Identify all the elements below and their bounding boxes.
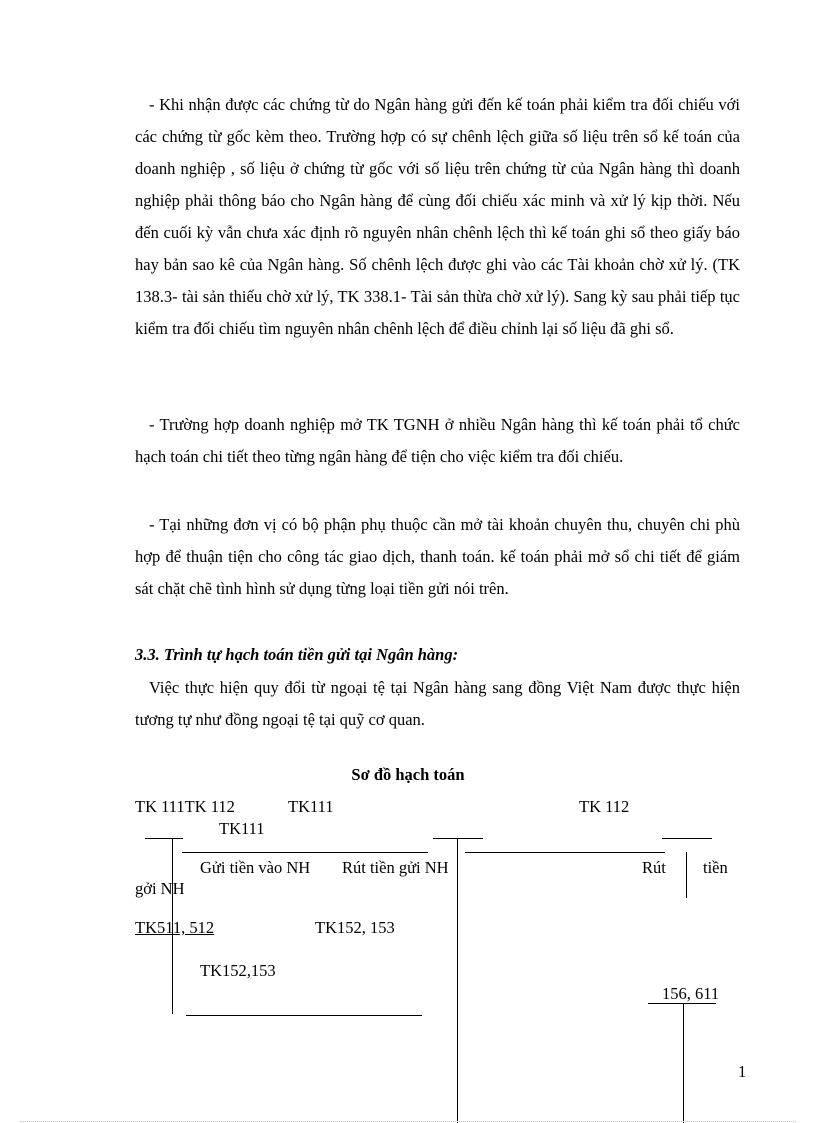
paragraph-reconciliation: - Khi nhận được các chứng từ do Ngân hàng gửi đến kế toán phải kiểm tra đối chiếu với các chứng từ gốc kèm theo. Trường hợp có sự chênh lệch giữa số liệu trên sổ kế toán của doanh nghiệp , số liệu ở chứng từ gốc với số liệu trên chứng từ của Ngân hàng thì doanh nghiệp phải thông báo cho Ngân hàng để cùng đối chiếu xác minh và xử lý kịp thời. Nếu đến cuối kỳ vẫn chưa xác định rõ nguyên nhân chênh lệch thì kế toán ghi sổ theo giấy báo hay bản sao kê của Ngân hàng. Số chênh lệch được ghi vào các Tài khoản chờ xử lý. (TK 138.3- tài sản thiếu chờ xử lý, TK 338.1- Tài sản thừa chờ xử lý). Sang kỳ sau phải tiếp tục kiểm tra đối chiếu tìm nguyên nhân chênh lệch để điều chỉnh lại số liệu đã ghi sổ. [135, 95, 740, 338]
t-account-line [662, 838, 712, 839]
t-account-line [433, 838, 483, 839]
label-tk111-b: TK111 [219, 819, 265, 838]
t-account-line [648, 1003, 716, 1004]
arrow-line-deposit [182, 852, 428, 853]
t-account-vertical [686, 852, 687, 898]
paragraph-sub-accounts: - Tại những đơn vị có bộ phận phụ thuộc cần mở tài khoản chuyên thu, chuyên chi phù hợp để thuận tiện cho công tác giao dịch, thanh toán. kế toán phải mở sổ chi tiết để giám sát chặt chẽ tình hình sử dụng từng loại tiền gửi nói trên. [135, 515, 740, 598]
page-number: 1 [738, 1062, 747, 1081]
label-tk156-611: 156, 611 [662, 984, 720, 1003]
label-rut-right: Rút [642, 858, 666, 877]
t-account-vertical [457, 838, 458, 1123]
arrow-line-withdraw [465, 852, 665, 853]
t-account-vertical [683, 1003, 684, 1123]
diagram-title: Sơ đồ hạch toán [351, 765, 465, 784]
label-tk511-512: TK511, 512 [135, 918, 215, 937]
label-tk152-153-a: TK152, 153 [315, 918, 395, 937]
label-goi-nh: gởi NH [135, 879, 185, 898]
label-tk112: TK 112 [579, 797, 630, 816]
label-tien-right: tiền [703, 858, 728, 877]
arrow-line-purchase [186, 1015, 422, 1016]
t-account-line [145, 838, 183, 839]
label-gui-tien: Gửi tiền vào NH [200, 858, 311, 877]
label-tk111-a: TK111 [288, 797, 334, 816]
paragraph-multiple-banks: - Trường hợp doanh nghiệp mở TK TGNH ở nhiều Ngân hàng thì kế toán phải tổ chức hạch toán chi tiết theo từng ngân hàng để tiện cho việc kiểm tra đối chiếu. [135, 415, 740, 466]
label-tk152-153-b: TK152,153 [200, 961, 276, 980]
section-heading: 3.3. Trình tự hạch toán tiền gửi tại Ngân hàng: [135, 645, 459, 664]
label-tk111-tk112: TK 111TK 112 [135, 797, 235, 816]
label-rut-tien: Rút tiền gửi NH [342, 858, 449, 877]
page-border [20, 1121, 796, 1122]
paragraph-currency-conversion: Việc thực hiện quy đổi từ ngoại tệ tại Ngân hàng sang đồng Việt Nam được thực hiện tương tự như đồng ngoại tệ tại quỹ cơ quan. [135, 678, 740, 729]
